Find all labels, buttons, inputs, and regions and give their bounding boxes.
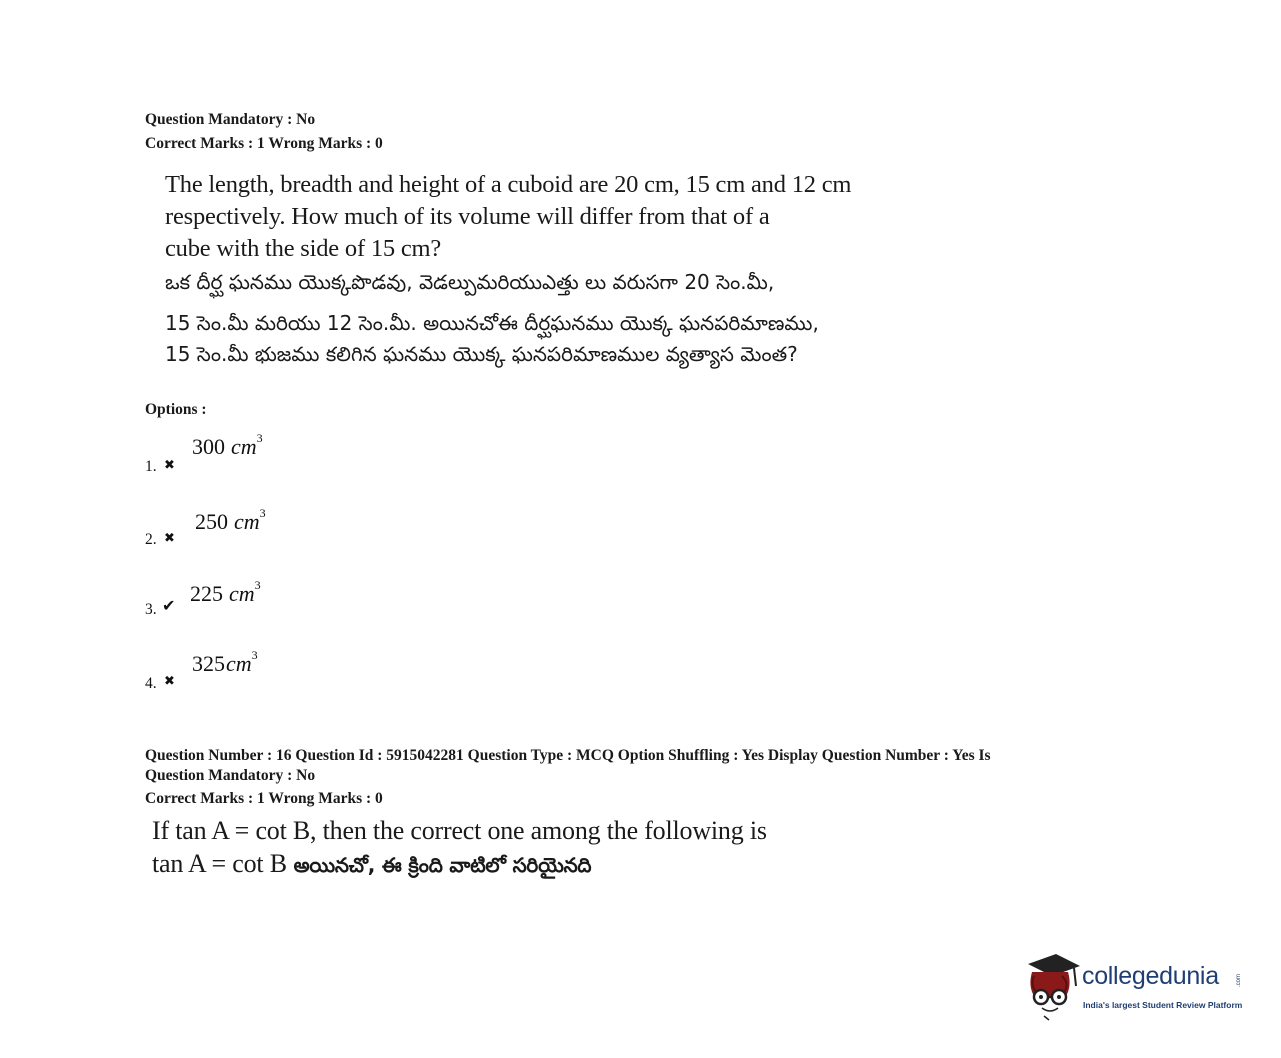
option-number: 3. (145, 601, 157, 618)
q15-text-en-line-1: The length, breadth and height of a cuboid are 20 cm, 15 cm and 12 cm (165, 171, 852, 198)
q15-marks: Correct Marks : 1 Wrong Marks : 0 (145, 135, 383, 152)
option-number: 4. (145, 675, 157, 692)
logo-wordmark: collegedunia (1082, 962, 1219, 990)
option-value: $325cm^3$ (192, 647, 258, 676)
option-number: 1. (145, 458, 157, 475)
option-value: 300 $cm^3$ (192, 430, 263, 459)
q15-text-te-line-2: 15 సెం.మీ మరియు 12 సెం.మీ. అయినచోఈ దీర్ఘఘనము యొక్క ఘనపరిమాణము, (165, 311, 819, 335)
q16-mandatory: Question Mandatory : No (145, 767, 316, 784)
option-value: 225 $cm^3$ (190, 577, 261, 606)
cross-icon: ✖ (164, 458, 175, 473)
q15-text-en-line-2: respectively. How much of its volume will differ from that of a (165, 203, 770, 230)
option-value: 250 $cm^3$ (195, 505, 266, 534)
check-icon: ✔ (162, 596, 176, 615)
q16-header: Question Number : 16 Question Id : 5915042281 Question Type : MCQ Option Shuffling : Yes Display Question Number : Yes Is (145, 747, 991, 764)
q16-marks: Correct Marks : 1 Wrong Marks : 0 (145, 790, 383, 807)
q15-text-te-line-3: 15 సెం.మీ భుజము కలిగిన ఘనము యొక్క ఘనపరిమాణముల వ్యత్యాస మెంత? (165, 342, 798, 366)
q15-mandatory: Question Mandatory : No (145, 111, 316, 128)
options-label: Options : (145, 401, 207, 418)
option-number: 2. (145, 531, 157, 548)
cross-icon: ✖ (164, 674, 175, 689)
q16-text-te: tan A = cot B అయినచో, ఈ క్రింది వాటిలో సరియైనది (152, 849, 592, 878)
logo-domain: .com (1236, 974, 1242, 988)
collegedunia-logo[interactable] (1022, 950, 1252, 1022)
logo-tagline: India's largest Student Review Platform (1083, 1000, 1243, 1010)
graduate-mascot-icon (1022, 950, 1082, 1022)
cross-icon: ✖ (164, 531, 175, 546)
q15-text-te-line-1: ఒక దీర్ఘ ఘనము యొక్కపొడవు, వెడల్పుమరియుఎత్తు లు వరుసగా 20 సెం.మీ, (165, 270, 775, 294)
q16-text-en: If tan A = cot B, then the correct one among the following is (152, 816, 767, 845)
q15-text-en-line-3: cube with the side of 15 cm? (165, 235, 442, 262)
